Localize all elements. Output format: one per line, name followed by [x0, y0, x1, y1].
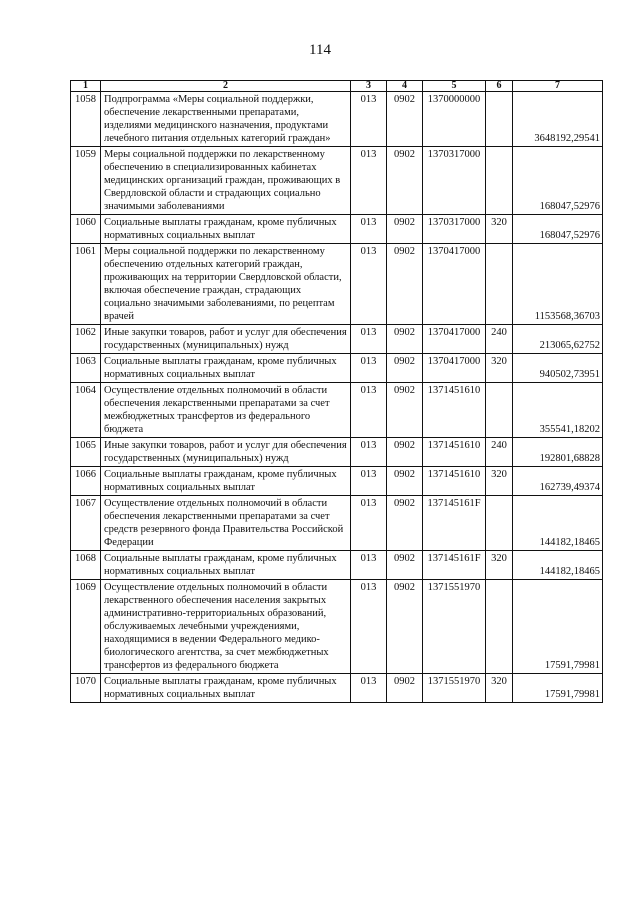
table-row [71, 147, 603, 215]
column-header: 5 [423, 81, 486, 92]
page-number: 114 [309, 42, 331, 58]
row-number-cell: 1062 [71, 325, 101, 354]
section-code-cell: 0902 [387, 674, 423, 703]
table-row [71, 215, 603, 244]
section-code-cell: 0902 [387, 215, 423, 244]
column-header: 2 [101, 81, 351, 92]
ministry-code-cell: 013 [351, 147, 387, 215]
row-name-cell: Социальные выплаты гражданам, кроме публичных нормативных социальных выплат [101, 354, 351, 383]
expense-type-cell: 240 [486, 325, 513, 354]
column-header: 6 [486, 81, 513, 92]
amount-cell: 162739,49374 [513, 467, 603, 496]
expense-type-cell [486, 580, 513, 674]
column-header: 3 [351, 81, 387, 92]
section-code-cell: 0902 [387, 92, 423, 147]
target-code-cell: 1370417000 [423, 244, 486, 325]
expense-type-cell: 320 [486, 551, 513, 580]
ministry-code-cell: 013 [351, 438, 387, 467]
expense-type-cell: 320 [486, 354, 513, 383]
table-row [71, 438, 603, 467]
ministry-code-cell: 013 [351, 580, 387, 674]
target-code-cell: 1371451610 [423, 438, 486, 467]
amount-cell: 3648192,29541 [513, 92, 603, 147]
target-code-cell: 1370000000 [423, 92, 486, 147]
ministry-code-cell: 013 [351, 244, 387, 325]
row-name-cell: Меры социальной поддержки по лекарственному обеспечению в специализированных кабинетах медицинских организаций граждан, проживающих в Свердловской области и страдающих социально значимыми заболеваниями [101, 147, 351, 215]
row-number-cell: 1060 [71, 215, 101, 244]
expense-type-cell: 240 [486, 438, 513, 467]
section-code-cell: 0902 [387, 467, 423, 496]
expense-type-cell [486, 147, 513, 215]
ministry-code-cell: 013 [351, 215, 387, 244]
target-code-cell: 1371551970 [423, 674, 486, 703]
row-number-cell: 1059 [71, 147, 101, 215]
expense-type-cell: 320 [486, 674, 513, 703]
table-row [71, 383, 603, 438]
amount-cell: 144182,18465 [513, 496, 603, 551]
table-row [71, 551, 603, 580]
section-code-cell: 0902 [387, 244, 423, 325]
column-header: 1 [71, 81, 101, 92]
table-row [71, 244, 603, 325]
row-number-cell: 1068 [71, 551, 101, 580]
target-code-cell: 1371451610 [423, 467, 486, 496]
target-code-cell: 137145161F [423, 551, 486, 580]
amount-cell: 17591,79981 [513, 580, 603, 674]
ministry-code-cell: 013 [351, 467, 387, 496]
target-code-cell: 137145161F [423, 496, 486, 551]
target-code-cell: 1371551970 [423, 580, 486, 674]
row-number-cell: 1064 [71, 383, 101, 438]
section-code-cell: 0902 [387, 580, 423, 674]
amount-cell: 213065,62752 [513, 325, 603, 354]
amount-cell: 144182,18465 [513, 551, 603, 580]
section-code-cell: 0902 [387, 354, 423, 383]
row-name-cell: Социальные выплаты гражданам, кроме публичных нормативных социальных выплат [101, 467, 351, 496]
expense-type-cell [486, 383, 513, 438]
row-number-cell: 1065 [71, 438, 101, 467]
row-name-cell: Иные закупки товаров, работ и услуг для обеспечения государственных (муниципальных) нужд [101, 438, 351, 467]
target-code-cell: 1370417000 [423, 354, 486, 383]
expense-type-cell [486, 244, 513, 325]
row-name-cell: Подпрограмма «Меры социальной поддержки, обеспечение лекарственными препаратами, изделиями медицинского назначения, продуктами лечебного питания отдельных категорий граждан» [101, 92, 351, 147]
ministry-code-cell: 013 [351, 674, 387, 703]
table-header-row [71, 81, 603, 92]
column-header: 7 [513, 81, 603, 92]
row-number-cell: 1063 [71, 354, 101, 383]
row-number-cell: 1069 [71, 580, 101, 674]
expense-type-cell [486, 92, 513, 147]
amount-cell: 168047,52976 [513, 215, 603, 244]
row-name-cell: Осуществление отдельных полномочий в области лекарственного обеспечения населения закрытых административно-территориальных образований, обслуживаемых лечебными учреждениями, находящимися в ведении Федерального медико-биологического агентства, за счет межбюджетных трансфертов из федерального бюджета [101, 580, 351, 674]
amount-cell: 192801,68828 [513, 438, 603, 467]
row-number-cell: 1058 [71, 92, 101, 147]
row-name-cell: Осуществление отдельных полномочий в области обеспечения лекарственными препаратами за счет межбюджетных трансфертов из федерального бюджета [101, 383, 351, 438]
amount-cell: 940502,73951 [513, 354, 603, 383]
row-number-cell: 1070 [71, 674, 101, 703]
section-code-cell: 0902 [387, 147, 423, 215]
expense-type-cell [486, 496, 513, 551]
row-number-cell: 1066 [71, 467, 101, 496]
row-name-cell: Осуществление отдельных полномочий в области обеспечения лекарственными препаратами за счет средств резервного фонда Правительства Российской Федерации [101, 496, 351, 551]
table-row [71, 496, 603, 551]
section-code-cell: 0902 [387, 496, 423, 551]
row-number-cell: 1067 [71, 496, 101, 551]
amount-cell: 355541,18202 [513, 383, 603, 438]
row-name-cell: Социальные выплаты гражданам, кроме публичных нормативных социальных выплат [101, 551, 351, 580]
target-code-cell: 1370417000 [423, 325, 486, 354]
table-row [71, 92, 603, 147]
section-code-cell: 0902 [387, 551, 423, 580]
ministry-code-cell: 013 [351, 383, 387, 438]
row-name-cell: Социальные выплаты гражданам, кроме публичных нормативных социальных выплат [101, 215, 351, 244]
row-name-cell: Меры социальной поддержки по лекарственному обеспечению отдельных категорий граждан, проживающих на территории Свердловской области, включая обеспечение граждан, страдающих социально значимыми заболеваниями, по рецептам врачей [101, 244, 351, 325]
ministry-code-cell: 013 [351, 92, 387, 147]
column-header: 4 [387, 81, 423, 92]
row-name-cell: Социальные выплаты гражданам, кроме публичных нормативных социальных выплат [101, 674, 351, 703]
table-row [71, 674, 603, 703]
section-code-cell: 0902 [387, 325, 423, 354]
ministry-code-cell: 013 [351, 551, 387, 580]
row-number-cell: 1061 [71, 244, 101, 325]
table-row [71, 580, 603, 674]
ministry-code-cell: 013 [351, 496, 387, 551]
amount-cell: 1153568,36703 [513, 244, 603, 325]
target-code-cell: 1371451610 [423, 383, 486, 438]
table-body [71, 92, 603, 703]
expense-type-cell: 320 [486, 467, 513, 496]
amount-cell: 168047,52976 [513, 147, 603, 215]
amount-cell: 17591,79981 [513, 674, 603, 703]
target-code-cell: 1370317000 [423, 215, 486, 244]
section-code-cell: 0902 [387, 438, 423, 467]
target-code-cell: 1370317000 [423, 147, 486, 215]
table-row [71, 354, 603, 383]
ministry-code-cell: 013 [351, 325, 387, 354]
ministry-code-cell: 013 [351, 354, 387, 383]
table-row [71, 467, 603, 496]
table-row [71, 325, 603, 354]
expense-type-cell: 320 [486, 215, 513, 244]
row-name-cell: Иные закупки товаров, работ и услуг для обеспечения государственных (муниципальных) нужд [101, 325, 351, 354]
budget-table [70, 80, 603, 703]
section-code-cell: 0902 [387, 383, 423, 438]
